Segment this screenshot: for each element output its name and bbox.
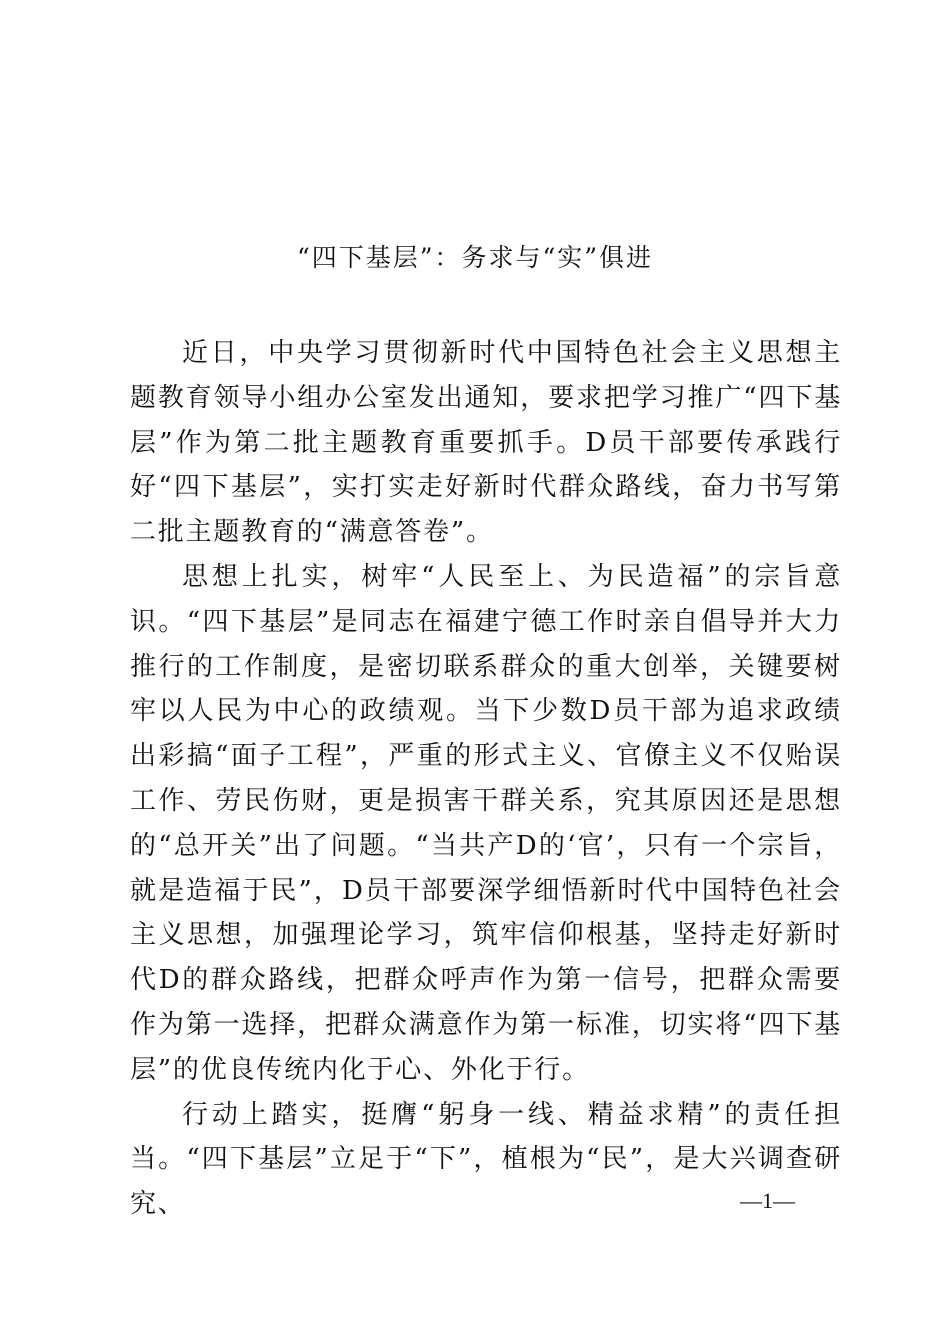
paragraph: 近日，中央学习贯彻新时代中国特色社会主义思想主题教育领导小组办公室发出通知，要求把学习推广“四下基层”作为第二批主题教育重要抓手。D员干部要传承践行好“四下基层”，实打实走好新时代群众路线，奋力书写第二批主题教育的“满意答卷”。 bbox=[130, 338, 842, 548]
document-body bbox=[130, 331, 842, 1227]
paragraph: 思想上扎实，树牢“人民至上、为民造福”的宗旨意识。“四下基层”是同志在福建宁德工作时亲自倡导并大力推行的工作制度，是密切联系群众的重大创举，关键要树牢以人民为中心的政绩观。当下少数D员干部为追求政绩出彩搞“面子工程”，严重的形式主义、官僚主义不仅贻误工作、劳民伤财，更是损害干群关系，究其原因还是思想的“总开关”出了问题。“当共产D的‘官’，只有一个宗旨，就是造福于民”，D员干部要深学细悟新时代中国特色社会主义思想，加强理论学习，筑牢信仰根基，坚持走好新时代D的群众路线，把群众呼声作为第一信号，把群众需要作为第一选择，把群众满意作为第一标准，切实将“四下基层”的优良传统内化于心、外化于行。 bbox=[130, 561, 842, 1085]
page-number: —1— bbox=[740, 1188, 795, 1213]
document-title: “四下基层”：务求与“实”俱进 bbox=[296, 243, 654, 272]
paragraph: 行动上踏实，挺膺“躬身一线、精益求精”的责任担当。“四下基层”立足于“下”，植根为“民”，是大兴调查研究、 bbox=[130, 1099, 842, 1220]
